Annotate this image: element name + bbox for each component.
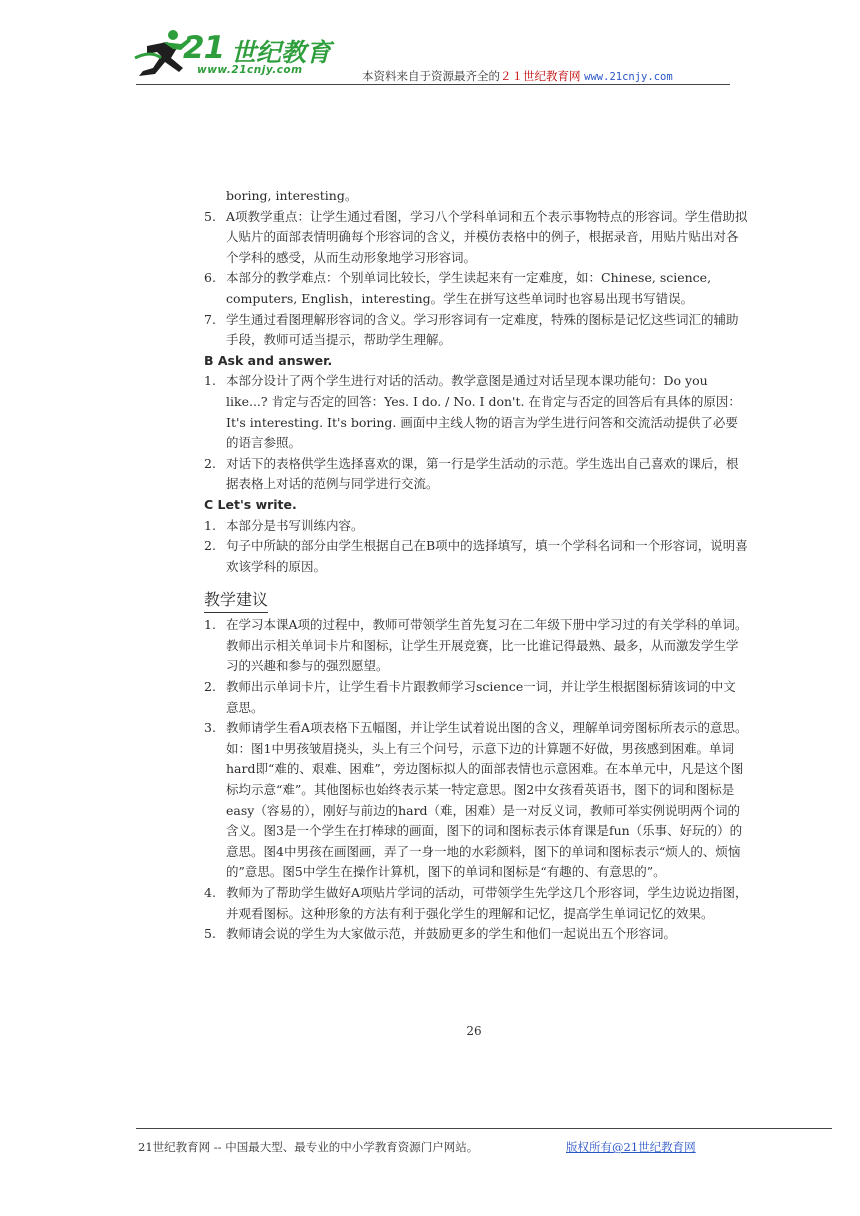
- list-item: [204, 883, 748, 924]
- logo-number: 21: [183, 30, 225, 66]
- list-number: 6.: [204, 270, 216, 286]
- logo-chinese-name: 世纪教育: [231, 38, 332, 67]
- list-text: 句子中所缺的部分由学生根据自己在B项中的选择填写，填一个学科名词和一个形容词，说明喜欢该学科的原因。: [226, 538, 748, 574]
- list-number: 7.: [204, 311, 216, 327]
- list-text: 教师出示单词卡片，让学生看卡片跟教师学习science一词，并让学生根据图标猜该词的中文意思。: [226, 679, 736, 715]
- list-text: 在学习本课A项的过程中，教师可带领学生首先复习在二年级下册中学习过的有关学科的单词。教师出示相关单词卡片和图标，让学生开展竞赛，比一比谁记得最熟、最多，从而激发学生学习的兴趣和参与的强烈愿望。: [226, 617, 748, 674]
- list-item: [204, 677, 748, 718]
- list-item: [204, 924, 748, 945]
- page-number-text: 26: [466, 1024, 482, 1038]
- list-text: 学生通过看图理解形容词的含义。学习形容词有一定难度，特殊的图标是记忆这些词汇的辅助手段，教师可适当提示，帮助学生理解。: [226, 311, 739, 348]
- footer-site-description: 21世纪教育网 -- 中国最大型、最专业的中小学教育资源门户网站。: [138, 1140, 479, 1154]
- list-text: 本部分的教学难点：个别单词比较长，学生读起来有一定难度，如：Chinese, science, computers, English，interesting。学生在拼写这些单词时也容易出现书写错误。: [226, 270, 712, 306]
- list-number: 5.: [204, 208, 216, 224]
- list-text: 教师请学生看A项表格下五幅图，并让学生试着说出图的含义，理解单词旁图标所表示的意思。如：图1中男孩皱眉挠头，头上有三个问号，示意下边的计算题不好做，男孩感到困难。单词hard即“难的、艰难、困难”，旁边图标拟人的面部表情也示意困难。在本单元中，凡是这个图标均示意“难”。其他图标也始终表示某一特定意思。图2中女孩看英语书，图下的词和图标是easy（容易的），刚好与前边的hard（难，困难）是一对反义词，教师可举实例说明两个词的含义。图3是一个学生在打棒球的画面，图下的词和图标表示体育课是fun（乐事、好玩的）的意思。图4中男孩在画图画，弄了一身一地的水彩颜料，图下的单词和图标表示“烦人的、烦恼的”意思。图5中学生在操作计算机，图下的单词和图标是“有趣的、有意思的”。: [226, 720, 748, 880]
- document-body: [204, 186, 748, 945]
- continuation-line: boring, interesting。: [226, 188, 358, 203]
- list-number: 1.: [204, 517, 216, 533]
- list-text: A项教学重点：让学生通过看图，学习八个学科单词和五个表示事物特点的形容词。学生借助拟人贴片的面部表情明确每个形容词的含义，并模仿表格中的例子，根据录音，用贴片贴出对各个学科的感受，从而生动形象地学习形容词。: [226, 208, 748, 265]
- list-number: 1.: [204, 617, 216, 633]
- list-number: 4.: [204, 885, 216, 900]
- list-number: 1.: [204, 373, 216, 389]
- teaching-advice-heading: 教学建议: [204, 589, 268, 613]
- list-text: 教师请会说的学生为大家做示范，并鼓励更多的学生和他们一起说出五个形容词。: [226, 926, 677, 942]
- list-item: [204, 454, 748, 495]
- list-number: 2.: [204, 538, 216, 554]
- list-number: 5.: [204, 926, 216, 942]
- list-item: [204, 516, 748, 537]
- header-divider: [136, 84, 730, 85]
- section-c-heading: C Let's write.: [204, 496, 297, 512]
- section-b-heading: B Ask and answer.: [204, 352, 333, 368]
- list-text: 教师为了帮助学生做好A项贴片学词的活动，可带领学生先学这几个形容词，学生边说边指图，并观看图标。这种形象的方法有利于强化学生的理解和记忆，提高学生单词记忆的效果。: [226, 885, 748, 921]
- header-text-prefix: 本资料来自于资源最齐全的: [362, 69, 500, 83]
- list-item: [204, 536, 748, 577]
- list-text: 本部分是书写训练内容。: [226, 517, 364, 533]
- list-item: [204, 615, 748, 677]
- list-number: 3.: [204, 720, 216, 736]
- footer-copyright-link[interactable]: 版权所有@21世纪教育网: [566, 1140, 696, 1154]
- logo-url: www.21cnjy.com: [197, 64, 303, 76]
- header-url-link[interactable]: www.21cnjy.com: [584, 71, 673, 83]
- list-text: 本部分设计了两个学生进行对话的活动。教学意图是通过对话呈现本课功能句：Do you like...? 肯定与否定的回答：Yes. I do. / No. I don't. 在肯定与否定的回答后有具体的原因：It's interesting. It's boring. 画面中主线人物的语言为学生进行问答和交流活动提供了必要的语言参照。: [226, 373, 741, 451]
- site-logo[interactable]: [133, 28, 338, 84]
- page-header: [0, 0, 860, 90]
- list-item: [204, 268, 748, 309]
- list-text: 对话下的表格供学生选择喜欢的课，第一行是学生活动的示范。学生选出自己喜欢的课后，根据表格上对话的范例与同学进行交流。: [226, 455, 739, 492]
- list-item: [204, 310, 748, 351]
- page-number: [0, 1024, 860, 1038]
- footer-divider: [136, 1128, 832, 1129]
- header-source-text: [362, 68, 673, 84]
- list-item: [204, 371, 748, 453]
- list-number: 2.: [204, 679, 216, 695]
- list-number: 2.: [204, 455, 216, 471]
- list-item: [204, 207, 748, 269]
- list-item: [204, 718, 748, 883]
- header-site-name-link[interactable]: ２１世纪教育网: [500, 69, 581, 83]
